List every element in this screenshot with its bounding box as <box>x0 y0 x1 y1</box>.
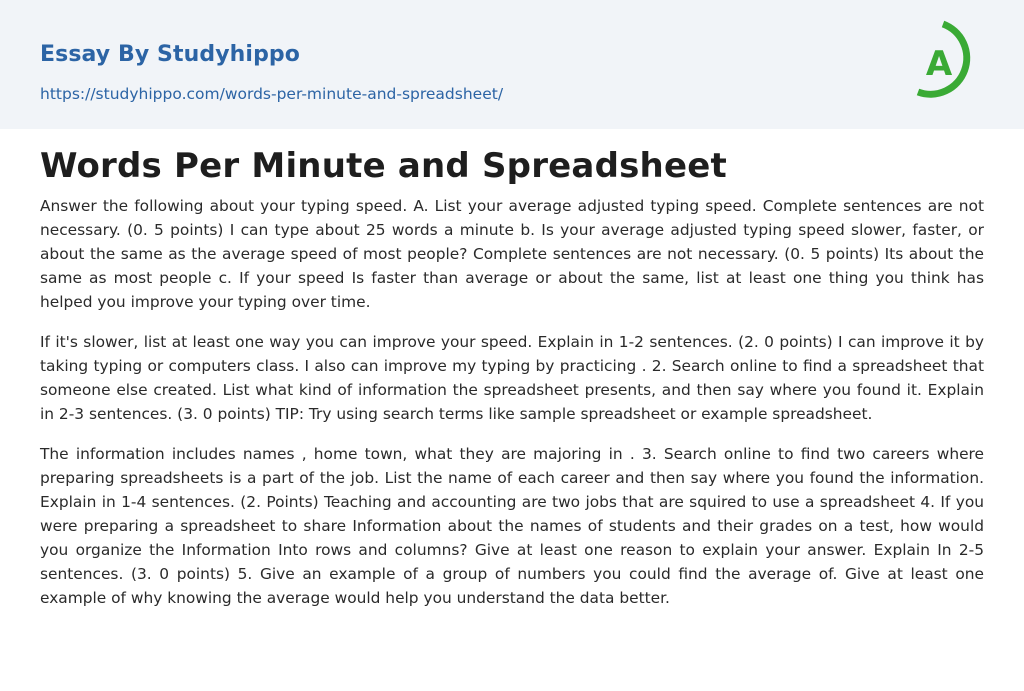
site-header <box>0 0 1024 129</box>
article-title: Words Per Minute and Spreadsheet <box>40 146 727 186</box>
article-body <box>40 194 984 626</box>
brand-title[interactable]: Essay By Studyhippo <box>40 42 300 67</box>
article-paragraph: Answer the following about your typing speed. A. List your average adjusted typing speed. Complete sentences are not necessary. (0. 5 points) I can type about 25 words a minute b. Is your average adjusted typing speed slower, faster, or about the same as the average speed of most people? Complete sentences are not necessary. (0. 5 points) Its about the same as most people c. If your speed Is faster than average or about the same, list at least one thing you think has helped you improve your typing over time. <box>40 197 984 311</box>
studyhippo-logo-icon[interactable] <box>910 18 988 106</box>
article-paragraph: The information includes names , home town, what they are majoring in . 3. Search online to find two careers where preparing spreadsheets is a part of the job. List the name of each career and then say where you found the information. Explain in 1-4 sentences. (2. Points) Teaching and accounting are two jobs that are squired to use a spreadsheet 4. If you were preparing a spreadsheet to share Information about the names of students and their grades on a test, how would you organize the Information Into rows and columns? Give at least one reason to explain your answer. Explain In 2-5 sentences. (3. 0 points) 5. Give an example of a group of numbers you could find the average of. Give at least one example of why knowing the average would help you understand the data better. <box>40 445 984 607</box>
page-url-link[interactable]: https://studyhippo.com/words-per-minute-and-spreadsheet/ <box>40 85 504 103</box>
logo-letter: A <box>925 44 953 84</box>
article-paragraph: If it's slower, list at least one way you can improve your speed. Explain in 1-2 sentences. (2. 0 points) I can improve it by taking typing or computers class. I also can improve my typing by practicing . 2. Search online to find a spreadsheet that someone else created. List what kind of information the spreadsheet presents, and then say where you found it. Explain in 2-3 sentences. (3. 0 points) TIP: Try using search terms like sample spreadsheet or example spreadsheet. <box>40 333 984 423</box>
